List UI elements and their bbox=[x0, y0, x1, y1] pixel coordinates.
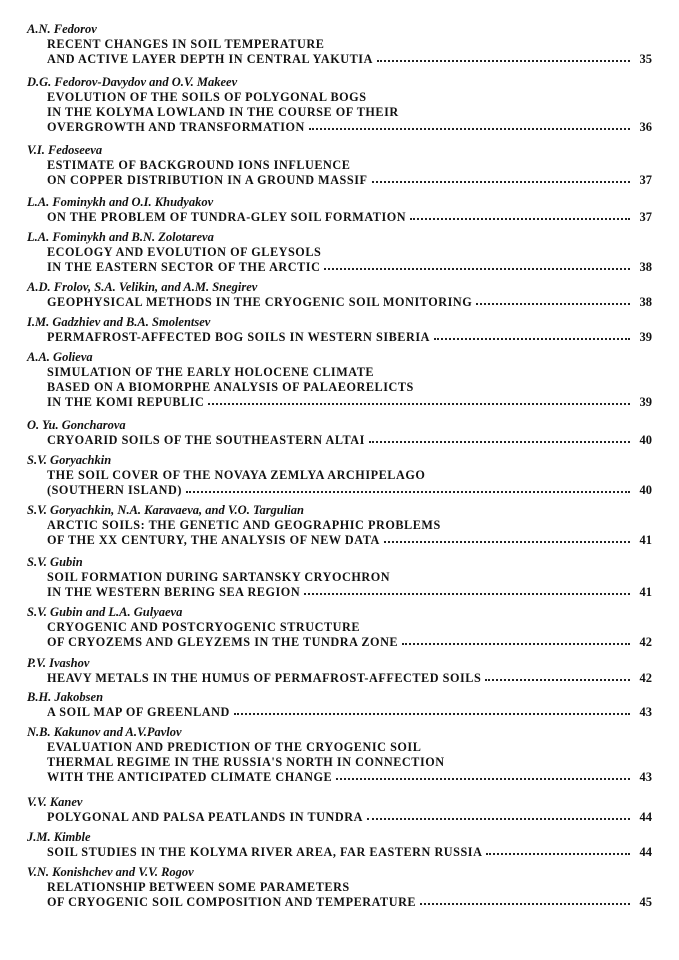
entry-title-line bbox=[47, 570, 652, 585]
entry-title-text: THERMAL REGIME IN THE RUSSIA'S NORTH IN CONNECTION bbox=[47, 755, 445, 769]
entry-authors: V.N. Konishchev and V.V. Rogov bbox=[27, 865, 194, 879]
entry-title-text: CRYOGENIC AND POSTCRYOGENIC STRUCTURE bbox=[47, 620, 361, 634]
entry-title-text: EVALUATION AND PREDICTION OF THE CRYOGENIC SOIL bbox=[47, 740, 422, 754]
page-number: 38 bbox=[639, 260, 652, 274]
toc-entry bbox=[27, 195, 652, 225]
entry-title-line bbox=[47, 380, 652, 395]
dot-leader bbox=[367, 816, 630, 820]
entry-title-text: HEAVY METALS IN THE HUMUS OF PERMAFROST-AFFECTED SOILS bbox=[47, 671, 482, 685]
dot-leader bbox=[324, 266, 630, 270]
entry-title-line bbox=[47, 210, 652, 225]
entry-authors: V.V. Kanev bbox=[27, 795, 83, 809]
dot-leader bbox=[309, 126, 630, 130]
toc-entry bbox=[27, 503, 652, 548]
entry-title-line bbox=[47, 533, 652, 548]
entry-authors: L.A. Fominykh and O.I. Khudyakov bbox=[27, 195, 214, 209]
page-number: 45 bbox=[639, 895, 652, 909]
page-number: 44 bbox=[639, 810, 652, 824]
entry-title-line bbox=[47, 395, 652, 410]
entry-title-text: ARCTIC SOILS: THE GENETIC AND GEOGRAPHIC PROBLEMS bbox=[47, 518, 441, 532]
entry-authors: S.V. Gubin and L.A. Gulyaeva bbox=[27, 605, 183, 619]
entry-title-text: OF CRYOGENIC SOIL COMPOSITION AND TEMPERATURE bbox=[47, 895, 417, 909]
entry-title-text: GEOPHYSICAL METHODS IN THE CRYOGENIC SOIL MONITORING bbox=[47, 295, 473, 309]
toc-entry bbox=[27, 418, 652, 448]
entry-authors: D.G. Fedorov-Davydov and O.V. Makeev bbox=[27, 75, 238, 89]
dot-leader bbox=[486, 851, 630, 855]
entry-authors: O. Yu. Goncharova bbox=[27, 418, 126, 432]
toc-entry bbox=[27, 605, 652, 650]
page-number: 35 bbox=[639, 52, 652, 66]
dot-leader bbox=[372, 179, 630, 183]
entry-title-line bbox=[47, 635, 652, 650]
entry-title-line bbox=[47, 880, 652, 895]
dot-leader bbox=[369, 439, 630, 443]
entry-title-text: (SOUTHERN ISLAND) bbox=[47, 483, 182, 497]
entry-authors: J.M. Kimble bbox=[27, 830, 91, 844]
dot-leader bbox=[402, 641, 630, 645]
entry-title-line bbox=[47, 810, 652, 825]
dot-leader bbox=[208, 401, 630, 405]
toc-entry bbox=[27, 315, 652, 345]
dot-leader bbox=[476, 301, 630, 305]
toc-entry bbox=[27, 656, 652, 686]
entry-title-line bbox=[47, 740, 652, 755]
entry-title-text: OF CRYOZEMS AND GLEYZEMS IN THE TUNDRA ZONE bbox=[47, 635, 399, 649]
page-number: 38 bbox=[639, 295, 652, 309]
page-number: 37 bbox=[639, 210, 652, 224]
entry-authors: S.V. Goryachkin, N.A. Karavaeva, and V.O. Targulian bbox=[27, 503, 304, 517]
entry-title-text: ECOLOGY AND EVOLUTION OF GLEYSOLS bbox=[47, 245, 322, 259]
entry-authors: L.A. Fominykh and B.N. Zolotareva bbox=[27, 230, 214, 244]
entry-title-line bbox=[47, 105, 652, 120]
page-number: 37 bbox=[639, 173, 652, 187]
dot-leader bbox=[410, 216, 630, 220]
entry-title-line bbox=[47, 295, 652, 310]
page-number: 39 bbox=[639, 330, 652, 344]
entry-title-text: CRYOARID SOILS OF THE SOUTHEASTERN ALTAI bbox=[47, 433, 365, 447]
page-number: 36 bbox=[639, 120, 652, 134]
entry-title-line bbox=[47, 585, 652, 600]
entry-title-text: SIMULATION OF THE EARLY HOLOCENE CLIMATE bbox=[47, 365, 375, 379]
entry-title-line bbox=[47, 433, 652, 448]
entry-authors: S.V. Goryachkin bbox=[27, 453, 112, 467]
toc-entry bbox=[27, 350, 652, 410]
entry-title-text: ON COPPER DISTRIBUTION IN A GROUND MASSIF bbox=[47, 173, 368, 187]
entry-authors: S.V. Gubin bbox=[27, 555, 83, 569]
toc-entry bbox=[27, 690, 652, 720]
entry-authors: I.M. Gadzhiev and B.A. Smolentsev bbox=[27, 315, 211, 329]
entry-title-line bbox=[47, 895, 652, 910]
dot-leader bbox=[234, 711, 630, 715]
entry-title-line bbox=[47, 483, 652, 498]
toc-entry bbox=[27, 280, 652, 310]
dot-leader bbox=[336, 776, 630, 780]
entry-title-text: SOIL STUDIES IN THE KOLYMA RIVER AREA, FAR EASTERN RUSSIA bbox=[47, 845, 483, 859]
toc-entry bbox=[27, 830, 652, 860]
toc-entry bbox=[27, 22, 652, 67]
toc-entry bbox=[27, 725, 652, 785]
entry-title-line bbox=[47, 365, 652, 380]
entry-authors: A.A. Golieva bbox=[27, 350, 93, 364]
entry-title-line bbox=[47, 260, 652, 275]
entry-title-line bbox=[47, 755, 652, 770]
toc-entry bbox=[27, 75, 652, 135]
entry-title-line bbox=[47, 620, 652, 635]
entry-title-line bbox=[47, 120, 652, 135]
entry-authors: P.V. Ivashov bbox=[27, 656, 90, 670]
page-number: 43 bbox=[639, 770, 652, 784]
toc-entry bbox=[27, 795, 652, 825]
entry-title-text: THE SOIL COVER OF THE NOVAYA ZEMLYA ARCHIPELAGO bbox=[47, 468, 426, 482]
entry-title-text: IN THE KOLYMA LOWLAND IN THE COURSE OF THEIR bbox=[47, 105, 399, 119]
dot-leader bbox=[377, 58, 630, 62]
entry-authors: V.I. Fedoseeva bbox=[27, 143, 103, 157]
page-number: 41 bbox=[639, 585, 652, 599]
page-number: 42 bbox=[639, 671, 652, 685]
entry-title-text: OF THE XX CENTURY, THE ANALYSIS OF NEW DATA bbox=[47, 533, 380, 547]
entry-title-line bbox=[47, 671, 652, 686]
entry-title-line bbox=[47, 52, 652, 67]
page-number: 40 bbox=[639, 483, 652, 497]
entry-title-line bbox=[47, 90, 652, 105]
entry-authors: A.D. Frolov, S.A. Velikin, and A.M. Snegirev bbox=[27, 280, 258, 294]
entry-title-line bbox=[47, 37, 652, 52]
entry-title-text: IN THE EASTERN SECTOR OF THE ARCTIC bbox=[47, 260, 321, 274]
dot-leader bbox=[304, 591, 630, 595]
entry-title-line bbox=[47, 330, 652, 345]
entry-title-text: BASED ON A BIOMORPHE ANALYSIS OF PALAEORELICTS bbox=[47, 380, 414, 394]
entry-title-text: RECENT CHANGES IN SOIL TEMPERATURE bbox=[47, 37, 325, 51]
entry-authors: N.B. Kakunov and A.V.Pavlov bbox=[27, 725, 182, 739]
entry-title-line bbox=[47, 158, 652, 173]
entry-authors: A.N. Fedorov bbox=[27, 22, 97, 36]
entry-title-text: ESTIMATE OF BACKGROUND IONS INFLUENCE bbox=[47, 158, 351, 172]
toc-entry bbox=[27, 230, 652, 275]
entry-title-line bbox=[47, 173, 652, 188]
entry-title-line bbox=[47, 245, 652, 260]
dot-leader bbox=[420, 901, 630, 905]
entry-title-line bbox=[47, 468, 652, 483]
entry-title-text: RELATIONSHIP BETWEEN SOME PARAMETERS bbox=[47, 880, 350, 894]
entry-title-text: IN THE WESTERN BERING SEA REGION bbox=[47, 585, 301, 599]
entry-authors: B.H. Jakobsen bbox=[27, 690, 104, 704]
entry-title-line bbox=[47, 770, 652, 785]
page-number: 42 bbox=[639, 635, 652, 649]
entry-title-text: A SOIL MAP OF GREENLAND bbox=[47, 705, 230, 719]
dot-leader bbox=[434, 336, 630, 340]
dot-leader bbox=[186, 489, 630, 493]
entry-title-line bbox=[47, 705, 652, 720]
dot-leader bbox=[485, 677, 630, 681]
entry-title-text: POLYGONAL AND PALSA PEATLANDS IN TUNDRA bbox=[47, 810, 363, 824]
entry-title-text: AND ACTIVE LAYER DEPTH IN CENTRAL YAKUTIA bbox=[47, 52, 373, 66]
toc-entry bbox=[27, 143, 652, 188]
page-number: 41 bbox=[639, 533, 652, 547]
page-number: 44 bbox=[639, 845, 652, 859]
entry-title-text: IN THE KOMI REPUBLIC bbox=[47, 395, 205, 409]
page-number: 43 bbox=[639, 705, 652, 719]
page-number: 40 bbox=[639, 433, 652, 447]
toc-entry bbox=[27, 453, 652, 498]
page-number: 39 bbox=[639, 395, 652, 409]
dot-leader bbox=[384, 539, 630, 543]
entry-title-line bbox=[47, 845, 652, 860]
entry-title-line bbox=[47, 518, 652, 533]
entry-title-text: ON THE PROBLEM OF TUNDRA-GLEY SOIL FORMATION bbox=[47, 210, 407, 224]
entry-title-text: WITH THE ANTICIPATED CLIMATE CHANGE bbox=[47, 770, 333, 784]
entry-title-text: EVOLUTION OF THE SOILS OF POLYGONAL BOGS bbox=[47, 90, 367, 104]
entry-title-text: OVERGROWTH AND TRANSFORMATION bbox=[47, 120, 305, 134]
toc-entry bbox=[27, 555, 652, 600]
entry-title-text: PERMAFROST-AFFECTED BOG SOILS IN WESTERN SIBERIA bbox=[47, 330, 430, 344]
toc-entry bbox=[27, 865, 652, 910]
entry-title-text: SOIL FORMATION DURING SARTANSKY CRYOCHRON bbox=[47, 570, 391, 584]
